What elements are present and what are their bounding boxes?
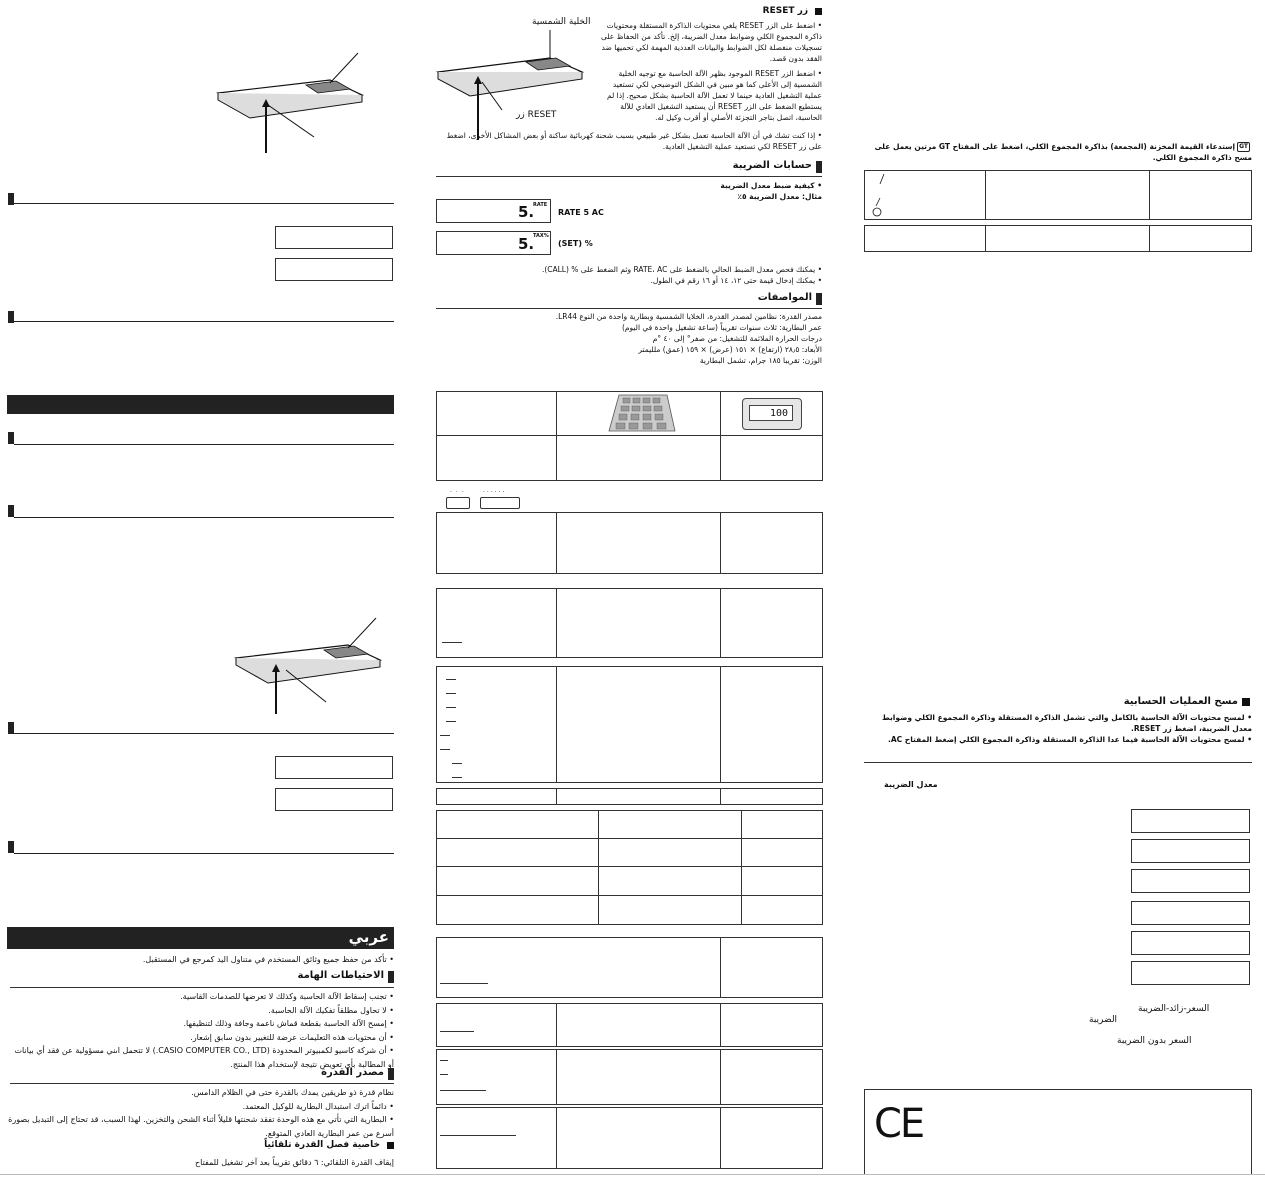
right-display-box (1131, 931, 1250, 955)
section-rule (14, 321, 394, 322)
table-divider (720, 512, 721, 574)
gt-table (864, 170, 1252, 220)
underline-mark (440, 983, 488, 984)
slash-circle-icon (868, 172, 892, 218)
spec-line: الأبعاد: ٢٨٫٥ (ارتفاع) × ١٥١ (عرض) × ١٥٩ (عمق) ملليمتر (638, 345, 822, 354)
right-display-box (1131, 869, 1250, 893)
table-9 (436, 1049, 823, 1105)
table-divider (556, 788, 557, 805)
precautions-list (8, 990, 394, 1071)
segment-dots: ······ (483, 489, 507, 496)
table-divider (556, 666, 557, 783)
section-marker (8, 841, 14, 853)
table-7 (436, 937, 823, 998)
tax-display-1-indicator: RATE (533, 202, 548, 208)
table-divider (436, 895, 823, 896)
table-6 (436, 810, 823, 925)
tax-note: • يمكنك إدخال قيمة حتى ١٢، ١٤ أو ١٦ رقم في الطول. (436, 275, 822, 286)
gt-text (866, 141, 1252, 163)
table-divider (436, 435, 823, 436)
calculator-reset-illustration-top (210, 45, 370, 155)
section-rule (14, 853, 394, 854)
table-divider (598, 810, 599, 925)
square-bullet-icon (1242, 698, 1250, 706)
display-box (275, 226, 393, 249)
section-rule (14, 517, 394, 518)
table-3 (436, 588, 823, 658)
underline-mark (440, 1090, 486, 1091)
gt-description: إستدعاء القيمة المخزنة (المجمعة) بذاكرة المجموع الكلي، اضغط على المفتاح GT مرتين يعمل على مسح ذاكرة المجموع الكلي. (874, 142, 1252, 162)
underline-mark (440, 1074, 448, 1075)
specs-header (436, 292, 822, 308)
square-bullet-icon (815, 8, 822, 15)
section-marker (8, 432, 14, 444)
table-divider (556, 391, 557, 481)
calculator-reset-illustration-bottom (228, 610, 388, 720)
page-bottom-rule (0, 1174, 1265, 1175)
tax-rate-label: معدل الضريبة (884, 780, 938, 789)
reset-label: RESET زر (516, 110, 557, 120)
reset-item: • اضغط على الزر RESET يلغي محتويات الذاكرة المستقلة ومحتويات ذاكرة المجموع الكلي وضوابط معدل الضريبة، إلخ. تأكد من الحفاظ على تسجيلات منفصلة لكل الضوابط والبيانات العددية المهمة لكي تحميها ضد الفقد بدون قصد. (596, 20, 822, 64)
table-divider (720, 666, 721, 783)
table-divider (436, 838, 823, 839)
language-band (7, 395, 394, 414)
right-display-box (1131, 961, 1250, 985)
display-segment-icon (446, 497, 470, 509)
reset-bullets-2 (596, 68, 822, 123)
table-divider (985, 225, 986, 252)
price-without-tax-label: السعر بدون الضريبة (1117, 1036, 1192, 1046)
precaution-item: • لا تحاول مطلقاً تفكيك الآلة الحاسبة. (8, 1004, 394, 1018)
table-divider (556, 588, 557, 658)
spec-line: درجات الحرارة الملائمة للتشغيل: من صفر° إلى ٤٠ °م (652, 334, 822, 343)
lcd-readout: 100 (749, 405, 793, 421)
section-marker (388, 971, 394, 983)
spec-line: مصدر القدرة: نظامين لمصدر القدرة، الخلايا الشمسية وبطارية واحدة من النوع LR44. (555, 312, 822, 321)
underline-mark (446, 721, 456, 722)
power-item: • دائماً اترك استبدال البطارية للوكيل المعتمد. (8, 1100, 394, 1114)
tax-note: • يمكنك فحص معدل الضبط الحالي بالضغط على RATE، AC وثم الضغط على % (CALL). (436, 264, 822, 275)
section-rule (864, 762, 1252, 763)
table-2 (436, 512, 823, 574)
display-box (275, 258, 393, 281)
section-rule (10, 1083, 394, 1084)
price-plus-tax-label: السعر-زائد-الضريبة (1138, 1004, 1210, 1014)
tax-label: الضريبة (1089, 1015, 1118, 1025)
underline-mark (440, 749, 450, 750)
clear-item: • لمسح محتويات الآلة الحاسبة بالكامل والتي تشمل الذاكرة المستقلة وذاكرة المجموع الكلي وضوابط معدل الضريبة، اضغط زر RESET. (864, 712, 1252, 734)
table-divider (741, 810, 742, 925)
right-display-box (1131, 839, 1250, 863)
power-header (10, 1067, 394, 1083)
section-marker (816, 293, 822, 305)
power-intro: نظام قدرة ذو طريقين يمدك بالقدرة حتى في الظلام الدامس. (191, 1088, 394, 1097)
precautions-title: الاحتياطات الهامة (297, 970, 384, 981)
right-display-box (1131, 809, 1250, 833)
precaution-item: • أن شركة كاسيو لكمبيوتر المحدودة (CASIO COMPUTER CO., LTD.) لا تتحمل اىني مسؤولية عن فقد أي بيانات أو المطالبة بأي تعويض نتيجة لإستخدام هذا المنتج. (8, 1044, 394, 1071)
square-bullet-icon (387, 1142, 394, 1149)
clear-title: مسح العمليات الحسابية (1123, 696, 1238, 707)
tax-display-2-value: 5. (518, 235, 535, 253)
intro-text: • تأكد من حفظ جميع وثائق المستخدم في متناول اليد كمرجع في المستقبل. (10, 953, 394, 967)
table-divider (556, 1107, 557, 1169)
section-rule (436, 176, 822, 177)
clear-header (866, 696, 1252, 710)
section-rule (14, 444, 394, 445)
precaution-item: • تجنب إسقاط الآلة الحاسبة وكذلك لا تعرضها للصدمات القاسية. (8, 990, 394, 1004)
ce-mark: CE (874, 1101, 924, 1147)
display-segment-icon (480, 497, 520, 509)
tax-howto-text: • كيفية ضبط معدل الضريبة (436, 180, 822, 191)
autopower-title: خاصية فصل القدرة تلقائياً (264, 1140, 380, 1150)
underline-mark (446, 679, 456, 680)
tax-example: مثال: معدل الضريبة ٥٪ (737, 192, 822, 201)
power-text (8, 1086, 394, 1140)
table-divider (720, 937, 721, 998)
display-box (275, 756, 393, 779)
underline-mark (452, 763, 462, 764)
underline-mark (440, 735, 450, 736)
underline-mark (452, 777, 462, 778)
calculator-solar-reset-illustration (432, 14, 592, 149)
section-marker (8, 505, 14, 517)
table-divider (720, 1049, 721, 1105)
underline-mark (440, 1060, 448, 1061)
underline-mark (446, 707, 456, 708)
power-title: مصدر القدرة (321, 1067, 384, 1078)
gt-table-2 (864, 225, 1252, 252)
table-divider (985, 170, 986, 220)
tax-header (436, 160, 822, 176)
underline-mark (440, 1031, 474, 1032)
clear-item: • لمسح محتويات الآلة الحاسبة فيما عدا الذاكرة المستقلة وذاكرة المجموع الكلي إضغط المفتاح AC. (864, 734, 1252, 745)
tax-display-1-value: 5. (518, 203, 535, 221)
solar-cell-label: الخلية الشمسية (532, 17, 591, 27)
keypad-icon (607, 393, 677, 433)
tax-notes (436, 264, 822, 286)
table-divider (720, 1107, 721, 1169)
table-divider (436, 866, 823, 867)
precaution-item: • أن محتويات هذه التعليمات عرضة للتغيير بدون سابق إشعار. (8, 1031, 394, 1045)
table-divider (556, 1003, 557, 1047)
section-marker (816, 161, 822, 173)
arabic-band (7, 927, 394, 949)
section-rule (14, 733, 394, 734)
reset-header (600, 6, 822, 20)
table-divider (1149, 170, 1150, 220)
reset-title: زر RESET (762, 6, 808, 16)
spec-line: الوزن: تقريبا ١٨٥ جرام، تشمل البطارية (699, 356, 822, 365)
section-rule (436, 308, 822, 309)
gt-key-icon: GT (1239, 143, 1248, 150)
clear-bullets (864, 712, 1252, 745)
lcd-icon (742, 398, 802, 430)
table-divider (556, 1049, 557, 1105)
precaution-item: • إمسح الآلة الحاسبة بقطعة قماش ناعمة وجافة وذلك لتنظيفها. (8, 1017, 394, 1031)
table-divider (720, 588, 721, 658)
table-divider (556, 512, 557, 574)
segment-dots: ··· (450, 489, 468, 496)
table-divider (720, 788, 721, 805)
reset-bullets (596, 20, 822, 64)
table-divider (720, 391, 721, 481)
autopower-header (10, 1140, 394, 1154)
spec-line: عمر البطارية: ثلاث سنوات تقريباً (ساعة تشغيل واحدة في اليوم) (621, 323, 822, 332)
reset-bullets-3 (436, 130, 822, 152)
table-10 (436, 1107, 823, 1169)
section-rule (14, 203, 394, 204)
right-display-box (1131, 901, 1250, 925)
underline-mark (446, 693, 456, 694)
table-5 (436, 788, 823, 805)
specs-lines (436, 311, 822, 366)
table-divider (720, 1003, 721, 1047)
table-divider (1149, 225, 1150, 252)
section-rule (10, 987, 394, 988)
section-marker (388, 1068, 394, 1080)
specs-title: المواصفات (757, 292, 812, 303)
tax-title: حسابات الضريبة (732, 160, 812, 171)
reset-item: • إذا كنت تشك في أن الآلة الحاسبة تعمل بشكل غير طبيعي بسبب شحنة كهربائية ساكنة أو بعض المشاكل الأخرى، اضغط على زر RESET لكي تستعيد عملية التشغيل العادية. (436, 130, 822, 152)
tax-keys-2: (SET) % (558, 239, 593, 248)
arabic-band-title: عربي (348, 928, 389, 946)
display-box (275, 788, 393, 811)
tax-keys-1: RATE 5 AC (558, 208, 604, 217)
underline-mark (442, 642, 462, 643)
reset-item: • اضغط الزر RESET الموجود بظهر الآلة الحاسبة مع توجيه الخلية الشمسية إلى الأعلى كما هو مبين في الشكل التوضيحي لكي تستعيد عملية التشغيل العادية حينما لا تعمل الآلة الحاسبة بشكل صحيح. إذا لم يستطيع الضغط على الزر RESET أن يستعيد التشغيل العادي للآلة الحاسبة، اتصل بتاجر التجزئة الأصلي أو أقرب وكيل له. (596, 68, 822, 123)
table-4 (436, 666, 823, 783)
precautions-header (10, 970, 394, 986)
underline-mark (440, 1135, 516, 1136)
tax-display-2-indicator: TAX% (533, 233, 549, 239)
autopower-text: إيقاف القدرة التلقائي: ٦ دقائق تقريباً بعد آخر تشغيل للمفتاح (194, 1158, 394, 1167)
table-8 (436, 1003, 823, 1047)
power-item: • البطارية التي تأتي مع هذه الوحدة تفقد شحنتها قليلاً أثناء الشحن والتخزين. لهذا السبب، قد تحتاج إلى التبديل بصورة أسرع من عمر البطارية العادي المتوقع. (8, 1113, 394, 1140)
